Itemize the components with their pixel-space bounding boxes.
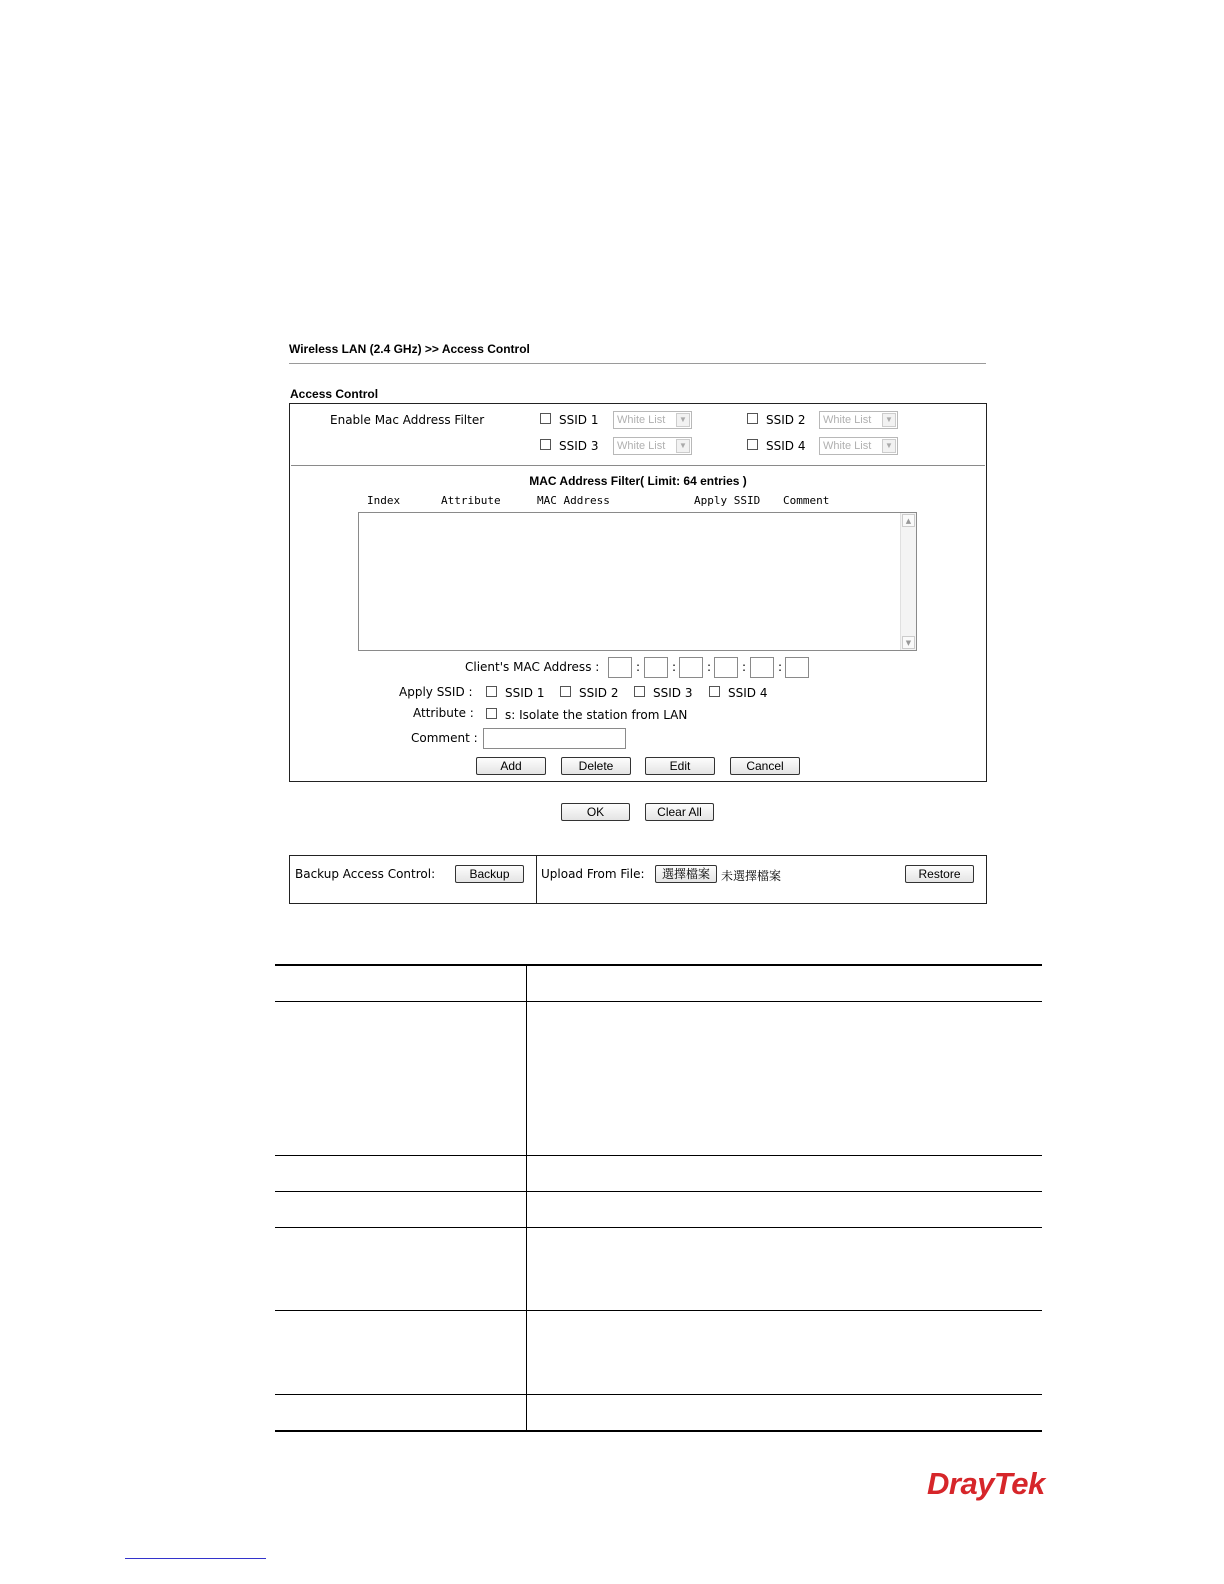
table-rule: [275, 1155, 1042, 1156]
ssid-4-filter-mode-select[interactable]: [819, 437, 898, 455]
apply-ssid-1-label: SSID 1: [505, 686, 545, 700]
table-column-divider: [526, 964, 527, 1432]
ssid-3-filter-mode-value: White List: [617, 440, 666, 452]
column-header-apply-ssid: Apply SSID: [694, 494, 761, 507]
ssid-2-filter-checkbox[interactable]: [747, 413, 758, 424]
mac-filter-list[interactable]: [358, 512, 917, 651]
apply-ssid-label: Apply SSID :: [399, 685, 473, 699]
table-rule: [275, 1001, 1042, 1002]
client-mac-label: Client's MAC Address :: [465, 660, 600, 674]
mac-octet-3-input[interactable]: [679, 657, 703, 678]
table-rule: [275, 1394, 1042, 1395]
add-button[interactable]: Add: [476, 757, 546, 775]
chevron-down-icon: ▼: [882, 413, 896, 427]
apply-ssid-3-label: SSID 3: [653, 686, 693, 700]
column-header-index: Index: [367, 494, 401, 507]
column-header-comment: Comment: [783, 494, 830, 507]
mac-separator: :: [778, 660, 783, 674]
ssid-3-filter-label: SSID 3: [559, 439, 599, 453]
scroll-up-icon[interactable]: ▲: [902, 514, 915, 527]
table-rule: [275, 1430, 1042, 1432]
ssid-2-filter-mode-value: White List: [823, 414, 872, 426]
cancel-button[interactable]: Cancel: [730, 757, 800, 775]
attribute-isolate-label: s: Isolate the station from LAN: [505, 708, 688, 722]
edit-button[interactable]: Edit: [645, 757, 715, 775]
comment-label: Comment :: [411, 731, 478, 745]
apply-ssid-2-checkbox[interactable]: [560, 686, 571, 697]
attribute-isolate-checkbox[interactable]: [486, 708, 497, 719]
mac-octet-4-input[interactable]: [714, 657, 738, 678]
panel-divider: [291, 465, 985, 466]
upload-label: Upload From File:: [541, 867, 645, 881]
backup-divider: [536, 856, 537, 903]
apply-ssid-1-checkbox[interactable]: [486, 686, 497, 697]
chevron-down-icon: ▼: [676, 439, 690, 453]
mac-separator: :: [672, 660, 677, 674]
ssid-2-filter-label: SSID 2: [766, 413, 806, 427]
backup-label: Backup Access Control:: [295, 867, 436, 881]
restore-button[interactable]: Restore: [905, 865, 974, 883]
section-title: Access Control: [290, 387, 379, 401]
apply-ssid-3-checkbox[interactable]: [634, 686, 645, 697]
ssid-4-filter-mode-value: White List: [823, 440, 872, 452]
apply-ssid-2-label: SSID 2: [579, 686, 619, 700]
mac-separator: :: [742, 660, 747, 674]
mac-octet-6-input[interactable]: [785, 657, 809, 678]
table-rule: [275, 1227, 1042, 1228]
breadcrumb: Wireless LAN (2.4 GHz) >> Access Control: [289, 342, 530, 356]
footer-link-underline: [125, 1558, 266, 1559]
ssid-1-filter-checkbox[interactable]: [540, 413, 551, 424]
clear-all-button[interactable]: Clear All: [645, 803, 714, 821]
ssid-3-filter-checkbox[interactable]: [540, 439, 551, 450]
mac-octet-2-input[interactable]: [644, 657, 668, 678]
description-table: [275, 964, 1042, 1433]
column-header-mac-address: MAC Address: [537, 494, 610, 507]
header-divider: [289, 363, 986, 364]
list-scrollbar[interactable]: [900, 513, 916, 650]
ssid-3-filter-mode-select[interactable]: [613, 437, 692, 455]
table-rule: [275, 1191, 1042, 1192]
ok-button[interactable]: OK: [561, 803, 630, 821]
ssid-1-filter-mode-select[interactable]: [613, 411, 692, 429]
filter-table-title: MAC Address Filter( Limit: 64 entries ): [529, 474, 747, 488]
mac-octet-1-input[interactable]: [608, 657, 632, 678]
attribute-label: Attribute :: [413, 706, 474, 720]
mac-separator: :: [707, 660, 712, 674]
delete-button[interactable]: Delete: [561, 757, 631, 775]
scroll-down-icon[interactable]: ▼: [902, 636, 915, 649]
apply-ssid-4-label: SSID 4: [728, 686, 768, 700]
draytek-logo: DrayTek: [927, 1466, 1045, 1501]
choose-file-button[interactable]: 選擇檔案: [655, 865, 717, 883]
table-rule: [275, 964, 1042, 966]
mac-separator: :: [636, 660, 641, 674]
mac-octet-5-input[interactable]: [750, 657, 774, 678]
ssid-2-filter-mode-select[interactable]: [819, 411, 898, 429]
ssid-4-filter-label: SSID 4: [766, 439, 806, 453]
no-file-chosen-text: 未選擇檔案: [721, 869, 782, 883]
comment-input[interactable]: [483, 728, 626, 749]
column-header-attribute: Attribute: [441, 494, 501, 507]
backup-button[interactable]: Backup: [455, 865, 524, 883]
chevron-down-icon: ▼: [882, 439, 896, 453]
ssid-1-filter-mode-value: White List: [617, 414, 666, 426]
apply-ssid-4-checkbox[interactable]: [709, 686, 720, 697]
ssid-4-filter-checkbox[interactable]: [747, 439, 758, 450]
ssid-1-filter-label: SSID 1: [559, 413, 599, 427]
table-rule: [275, 1310, 1042, 1311]
enable-mac-filter-label: Enable Mac Address Filter: [330, 413, 485, 427]
chevron-down-icon: ▼: [676, 413, 690, 427]
